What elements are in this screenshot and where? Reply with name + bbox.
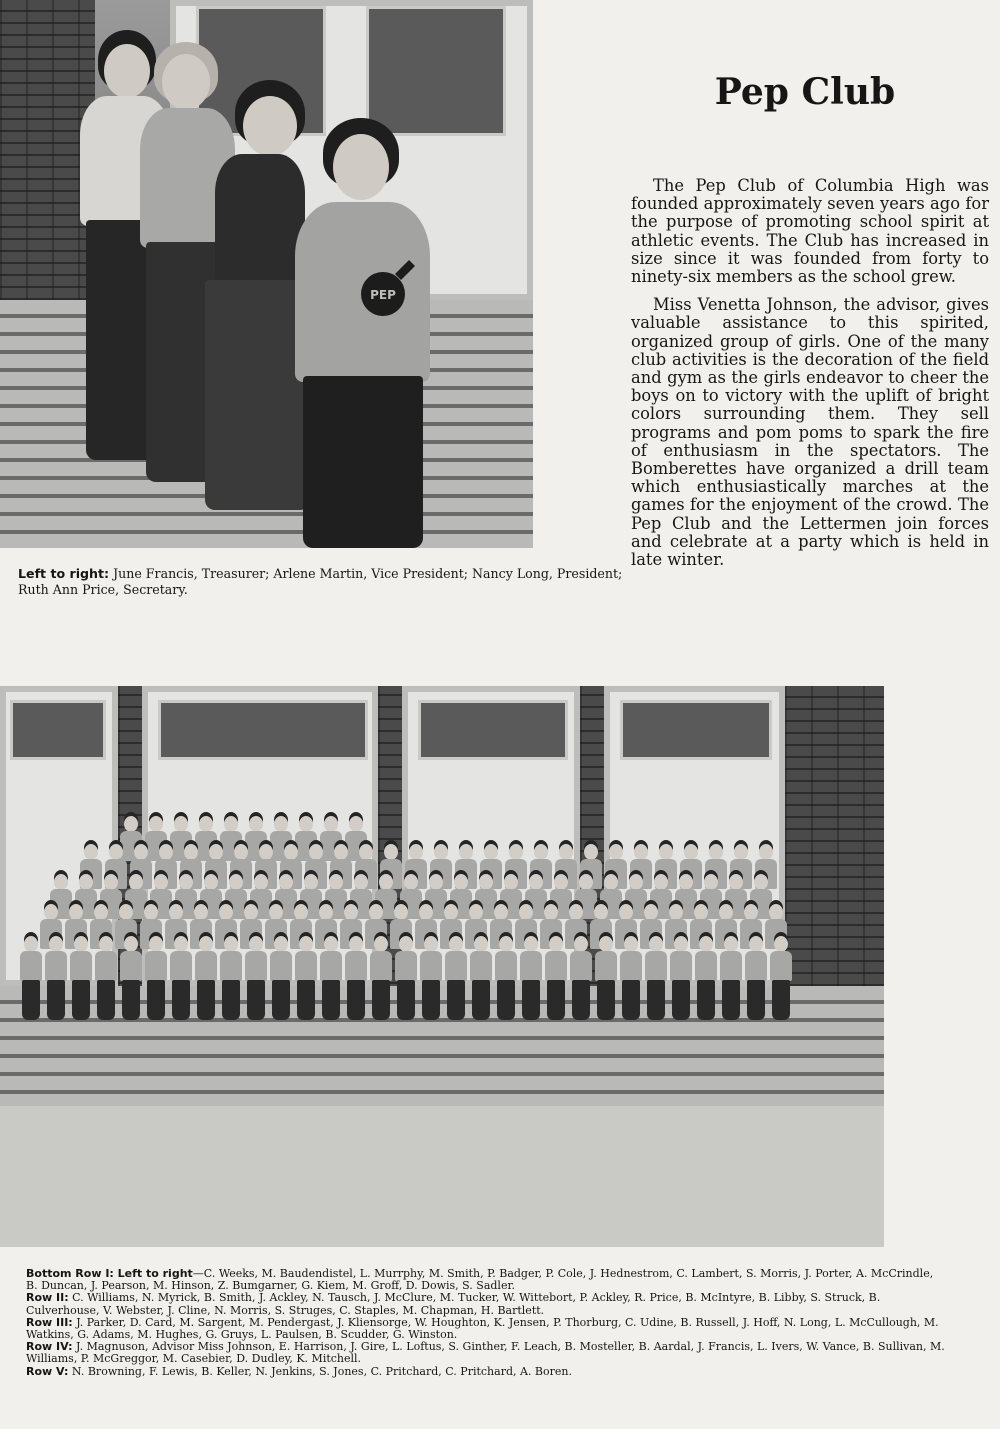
roster-row-2 (26, 1292, 948, 1316)
roster-row-3 (26, 1317, 948, 1341)
officers-caption (18, 566, 628, 597)
member-roster (26, 1268, 948, 1378)
roster-row-label: Row IV: (26, 1340, 73, 1354)
officers-caption-text: June Francis, Treasurer; Arlene Martin, Vice President; Nancy Long, President; Ruth Ann Price, Secretary. (18, 566, 623, 597)
group-photo (0, 686, 884, 1247)
roster-row-label: Row V: (26, 1364, 69, 1378)
roster-row-label: Bottom Row I: Left to right (26, 1267, 193, 1280)
bomb-emblem-icon (359, 258, 417, 318)
officer-figure-4 (295, 118, 435, 548)
roster-row-label: Row II: (26, 1291, 69, 1305)
article-paragraph-1: The Pep Club of Columbia High was founded approximately seven years ago for the purpose of promoting school spirit at athletic events. The Club has increased in size since it was founded from forty to ninety-six members as the school grew. (631, 176, 989, 287)
article-paragraph-2: Miss Venetta Johnson, the advisor, gives valuable assistance to this spirited, organized group of girls. One of the many club activities is the decoration of the field and gym as the girls endeavor to cheer the boys on to victory with the uplift of bright colors surrounding them. They sell programs and pom poms to spark the fire of enthusiasm in the spectators. The Bomberettes have organized a drill team which enthusiastically marches at the games for the enjoyment of the crowd. The Pep Club and the Lettermen join forces and celebrate at a party which is held in late winter. (631, 295, 989, 570)
roster-row-1 (26, 1268, 948, 1292)
roster-row-names: C. Williams, N. Myrick, B. Smith, J. Ackley, N. Tausch, J. McClure, M. Tucker, W. Wittebort, P. Ackley, R. Price, B. McIntyre, B. Libby, S. Struck, B. Culverhouse, V. Webster, J. Cline, N. Morris, S. Struges, C. Staples, M. Chapman, H. Bartlett. (26, 1291, 881, 1317)
roster-row-names: J. Magnuson, Advisor Miss Johnson, E. Harrison, J. Gire, L. Loftus, S. Ginther, F. Leach, B. Mosteller, B. Aardal, J. Francis, L. Ivers, W. Vance, B. Sullivan, M. Williams, P. McGreggor, M. Casebier, D. Dudley, K. Mitchell. (26, 1340, 945, 1366)
roster-row-names: J. Parker, D. Card, M. Sargent, M. Pendergast, J. Kliensorge, W. Houghton, K. Jensen, P. Thorburg, C. Udine, B. Russell, J. Hoff, N. Long, L. McCullough, M. Watkins, G. Adams, M. Hughes, G. Gruys, L. Paulsen, B. Scudder, G. Winston. (26, 1315, 939, 1342)
article-body (631, 177, 989, 579)
roster-row-4 (26, 1341, 948, 1365)
officers-caption-label: Left to right: (18, 566, 110, 581)
pavement (0, 1106, 884, 1247)
roster-row-5 (26, 1366, 948, 1378)
officers-photo (0, 0, 533, 548)
roster-row-names: —C. Weeks, M. Baudendistel, L. Murrphy, M. Smith, P. Badger, P. Cole, J. Hednestrom, C. Lambert, S. Morris, J. Porter, A. McCrindle, B. Duncan, J. Pearson, M. Hinson, Z. Bumgarner, G. Kiem, M. Groff, D. Dowis, S. Sadler. (26, 1267, 934, 1293)
roster-row-names: N. Browning, F. Lewis, B. Keller, N. Jenkins, S. Jones, C. Pritchard, C. Pritchard, A. Boren. (68, 1364, 572, 1378)
roster-row-label: Row III: (26, 1315, 73, 1329)
page-title: Pep Club (714, 71, 896, 113)
emblem-text: PEP (370, 288, 396, 302)
